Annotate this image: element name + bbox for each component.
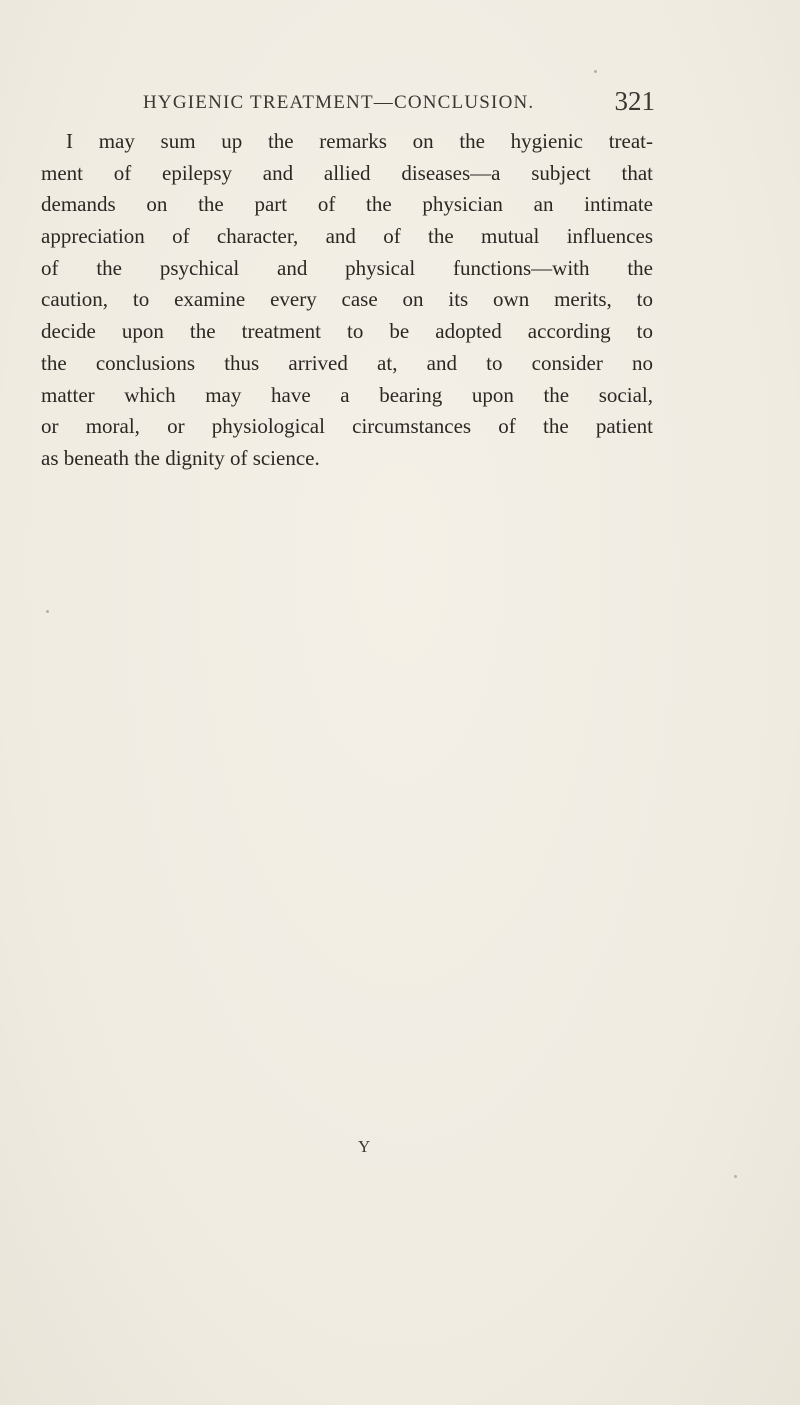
paragraph-line: I may sum up the remarks on the hygienic treat- — [66, 129, 653, 153]
paragraph-line: caution, to examine every case on its own merits, to — [41, 287, 653, 312]
paper-speck — [594, 70, 597, 73]
paragraph-line: appreciation of character, and of the mutual influences — [41, 224, 653, 249]
signature-mark: Y — [358, 1137, 371, 1156]
paragraph — [41, 126, 653, 475]
paragraph-line: ment of epilepsy and allied diseases—a subject that — [41, 160, 653, 185]
paper-speck — [734, 1175, 737, 1178]
paper-speck — [46, 610, 49, 613]
paragraph-line: the conclusions thus arrived at, and to consider no — [41, 350, 653, 375]
paragraph-line: decide upon the treatment to be adopted according to — [41, 319, 653, 344]
running-head — [143, 88, 655, 122]
paragraph-line: as beneath the dignity of science. — [41, 445, 320, 470]
running-head-title: HYGIENIC TREATMENT—CONCLUSION. — [143, 92, 535, 113]
paragraph-line: matter which may have a bearing upon the social, — [41, 382, 653, 407]
paragraph-line: demands on the part of the physician an intimate — [41, 192, 653, 217]
page-number: 321 — [614, 86, 655, 116]
paragraph-line: of the psychical and physical functions—with the — [41, 255, 653, 280]
paragraph-line: or moral, or physiological circumstances of the patient — [41, 414, 653, 439]
